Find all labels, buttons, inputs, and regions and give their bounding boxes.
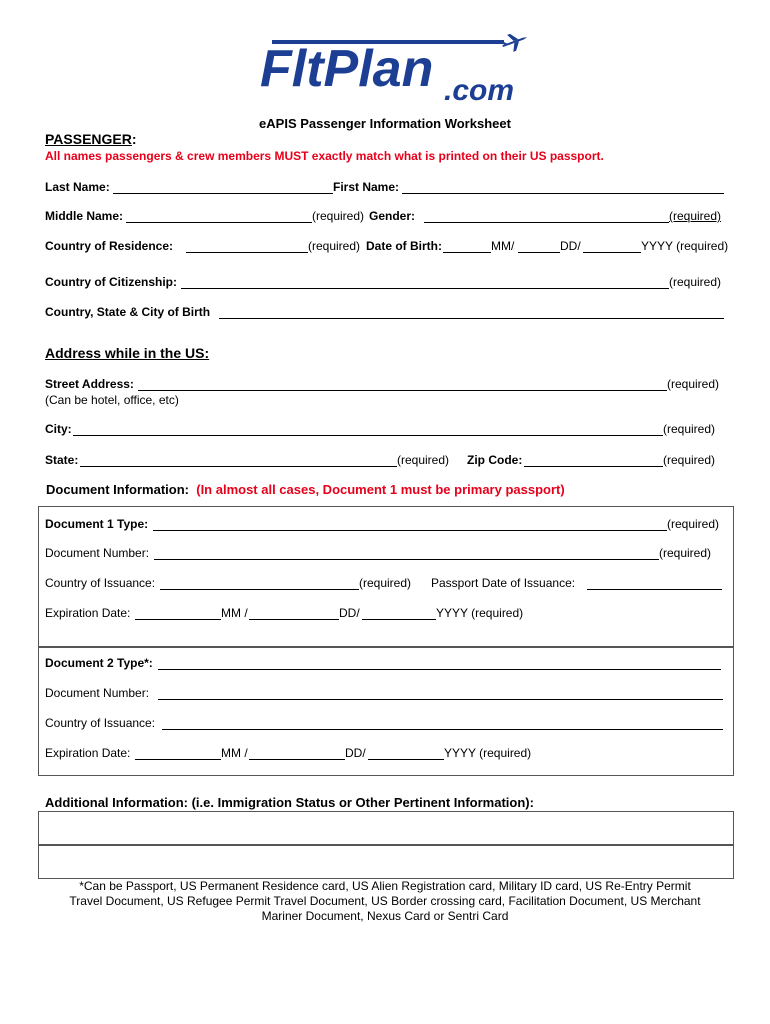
passenger-heading-colon: : [131,131,137,147]
dob-day-field[interactable] [518,252,560,253]
logo-graphic [258,30,538,108]
state-label: State: [45,453,79,467]
doc1-exp-month-field[interactable] [135,619,221,620]
city-field[interactable] [73,435,663,436]
logo-suffix: .com [444,74,515,107]
street-label: Street Address: [45,377,134,391]
doc2-country-label: Country of Issuance: [45,716,156,730]
citizenship-field[interactable] [181,288,669,289]
first-name-label-text: First Name: [333,180,400,194]
doc2-type-label: Document 2 Type*: [45,656,153,670]
footnote [0,879,770,924]
doc1-exp-dd: DD/ [339,606,360,620]
passenger-heading-text: PASSENGER [45,131,132,147]
birth-place-label: Country, State & City of Birth [45,305,211,319]
middle-name-required: (required) [312,209,365,223]
doc2-exp-year-field[interactable] [368,759,444,760]
airplane-icon [499,30,531,55]
street-hint: (Can be hotel, office, etc) [45,393,179,407]
doc1-type-required: (required) [667,517,720,531]
dob-dd-label: DD/ [560,239,581,253]
additional-info-field-2[interactable] [38,844,734,879]
dob-yyyy-label: YYYY (required) [641,239,729,253]
document-heading-text: Document Information: [46,482,189,497]
dob-mm-label: MM/ [491,239,515,253]
additional-heading: Additional Information: (i.e. Immigration Status or Other Pertinent Information): [45,795,534,810]
doc2-exp-day-field[interactable] [249,759,345,760]
doc1-exp-yyyy: YYYY (required) [436,606,524,620]
first-name-field[interactable] [402,193,724,194]
passport-date-label: Passport Date of Issuance: [431,576,576,590]
state-field[interactable] [80,466,397,467]
doc1-country-required: (required) [359,576,412,590]
footnote-line-3: Mariner Document, Nexus Card or Sentri Card [261,909,509,923]
city-label: City: [45,422,72,436]
footnote-line-1: *Can be Passport, US Permanent Residence card, US Alien Registration card, Military ID card, US Re-Entry Permit [79,879,691,893]
doc1-number-label: Document Number: [45,546,150,560]
street-required: (required) [667,377,720,391]
zip-field[interactable] [524,466,663,467]
country-residence-field[interactable] [186,252,308,253]
page-title: eAPIS Passenger Information Worksheet [259,116,511,131]
fltplan-logo [258,30,538,108]
city-required: (required) [663,422,716,436]
street-field[interactable] [138,390,667,391]
document-note: (In almost all cases, Document 1 must be primary passport) [196,482,565,497]
last-name-field[interactable] [113,193,333,194]
birth-place-field[interactable] [219,318,724,319]
doc2-country-field[interactable] [162,729,723,730]
doc1-expiration-label: Expiration Date: [45,606,131,620]
doc1-country-field[interactable] [160,589,359,590]
middle-name-field[interactable] [126,222,312,223]
document-heading [46,482,565,497]
doc1-type-label: Document 1 Type: [45,517,149,531]
doc1-exp-day-field[interactable] [249,619,339,620]
doc2-number-field[interactable] [158,699,723,700]
doc2-exp-yyyy: YYYY (required) [444,746,532,760]
passenger-heading [45,131,137,147]
doc2-type-field[interactable] [158,669,721,670]
doc2-exp-mm: MM / [221,746,248,760]
doc1-exp-year-field[interactable] [362,619,436,620]
doc1-number-required: (required) [659,546,712,560]
citizenship-required: (required) [669,275,722,289]
passport-date-field[interactable] [587,589,722,590]
doc1-type-field[interactable] [153,530,667,531]
gender-required: (required) [669,209,722,223]
citizenship-label: Country of Citizenship: [45,275,177,289]
first-name-label [333,180,399,194]
doc2-number-label: Document Number: [45,686,150,700]
additional-info-field-1[interactable] [38,811,734,846]
last-name-label: Last Name: [45,180,110,194]
logo-text: FltPlan [260,40,434,98]
gender-field[interactable] [424,222,669,223]
middle-name-label: Middle Name: [45,209,124,223]
doc1-number-field[interactable] [154,559,659,560]
zip-label: Zip Code: [467,453,523,467]
country-residence-label: Country of Residence: [45,239,174,253]
passport-notice: All names passengers & crew members MUST exactly match what is printed on their US passport. [45,149,604,163]
address-heading: Address while in the US: [45,345,210,361]
zip-required: (required) [663,453,716,467]
state-required: (required) [397,453,450,467]
doc1-exp-mm: MM / [221,606,248,620]
doc1-country-label: Country of Issuance: [45,576,156,590]
country-residence-required: (required) [308,239,361,253]
dob-month-field[interactable] [443,252,491,253]
doc2-expiration-label: Expiration Date: [45,746,131,760]
footnote-line-2: Travel Document, US Refugee Permit Travel Document, US Border crossing card, Facilitation Document, US Merchant [69,894,701,908]
doc2-exp-dd: DD/ [345,746,366,760]
dob-label: Date of Birth: [366,239,442,253]
doc2-exp-month-field[interactable] [135,759,221,760]
gender-label: Gender: [369,209,416,223]
dob-year-field[interactable] [583,252,641,253]
